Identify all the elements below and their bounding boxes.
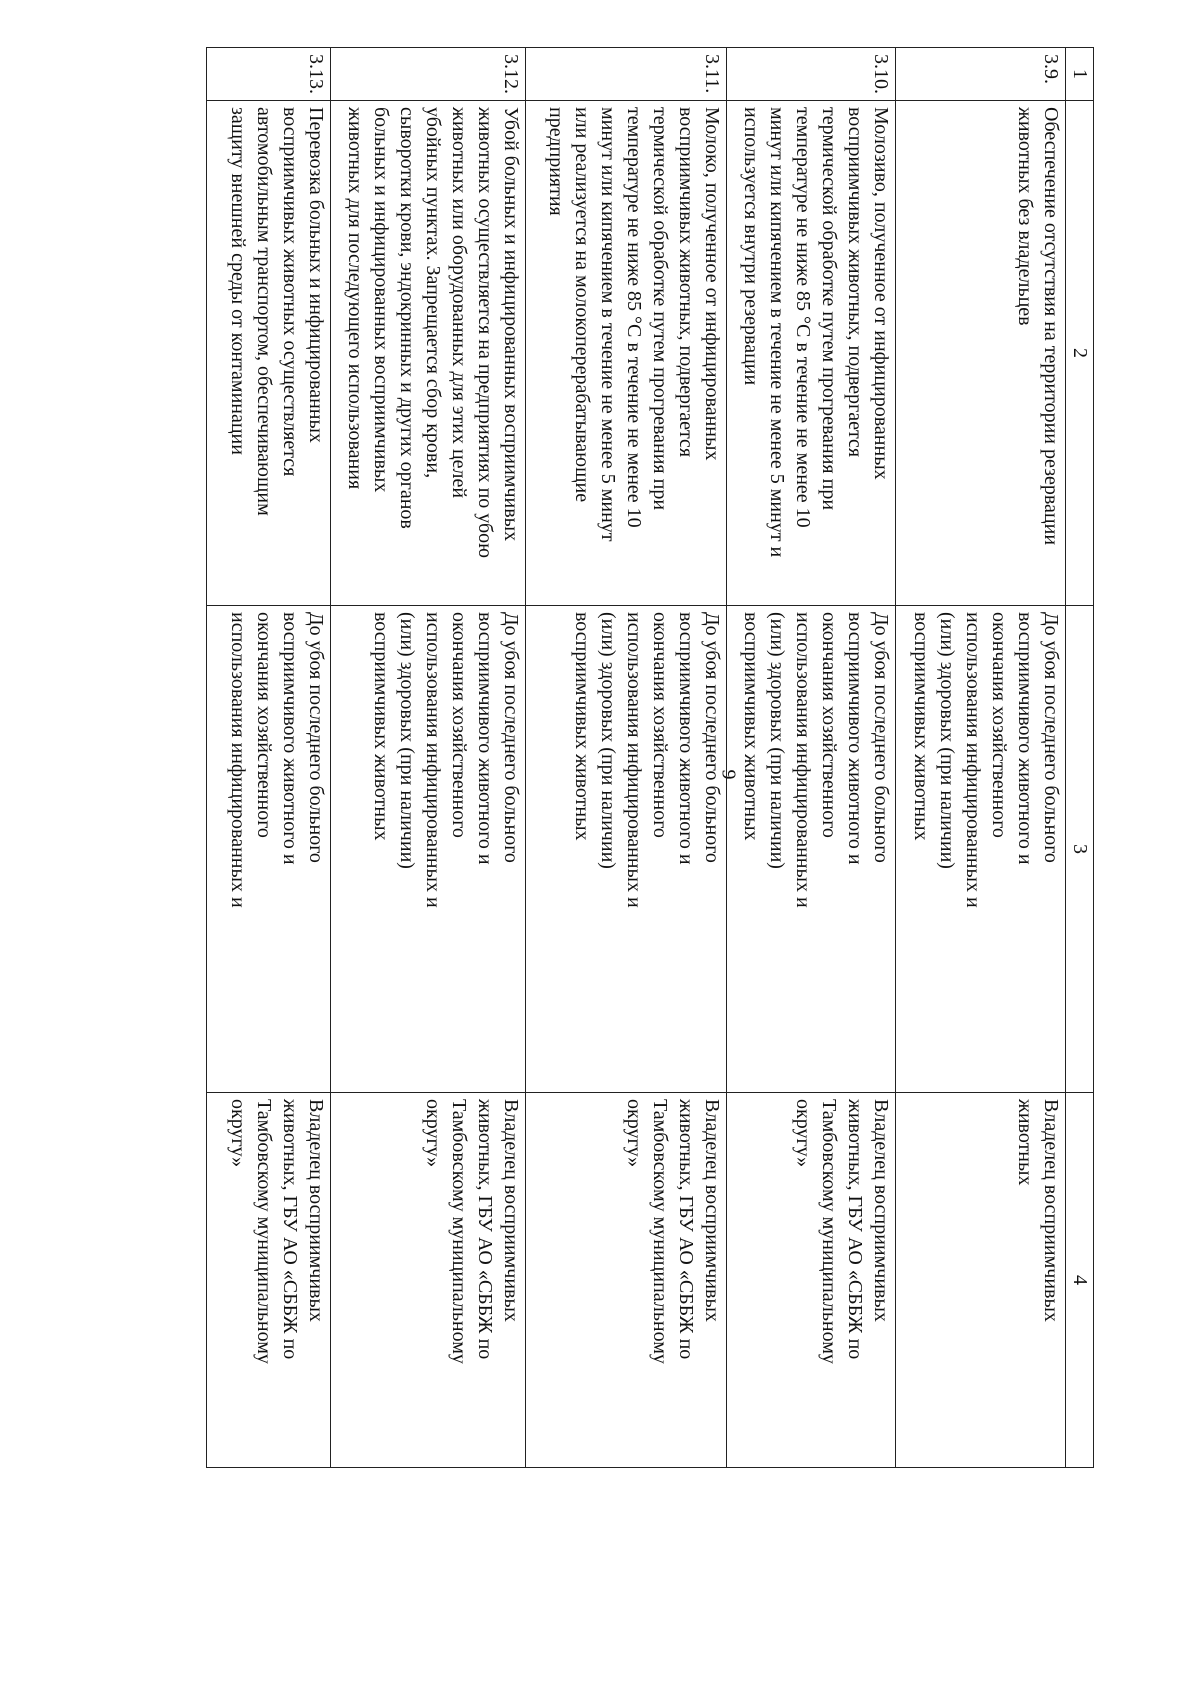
rotated-page-content [206, 47, 1094, 1467]
row-responsible: Владелец восприимчивых животных, ГБУ АО «СББЖ по Тамбовскому муниципальному округу» [526, 1093, 727, 1468]
table-row [726, 48, 896, 1468]
row-timing: До убоя последнего больного восприимчивого животного и окончания хозяйственного использования инфицированных и (или) здоровых (при наличии) восприимчивых животных [896, 606, 1066, 1093]
row-number: 3.10. [726, 48, 896, 101]
row-timing: До убоя последнего больного восприимчивого животного и окончания хозяйственного использования инфицированных и (или) здоровых (при наличии) восприимчивых животных [726, 606, 896, 1093]
table-row [896, 48, 1066, 1468]
row-number: 3.9. [896, 48, 1066, 101]
table-header-row [1066, 48, 1094, 1468]
header-cell: 3 [1066, 606, 1094, 1093]
row-timing: До убоя последнего больного восприимчивого животного и окончания хозяйственного использования инфицированных и [207, 606, 331, 1093]
row-responsible: Владелец восприимчивых животных [896, 1093, 1066, 1468]
row-measure: Молоко, полученное от инфицированных восприимчивых животных, подвергается термической обработке путем прогревания при температуре не ниже 85 °С в течение не менее 10 минут или кипячением в течение не менее 5 минут или реализуется на молокоперерабатывающие предприятия [526, 101, 727, 606]
row-number: 3.13. [207, 48, 331, 101]
row-number: 3.11. [526, 48, 727, 101]
header-cell: 2 [1066, 101, 1094, 606]
row-measure: Перевозка больных и инфицированных восприимчивых животных осуществляется автомобильным транспортом, обеспечивающим защиту внешней среды от контаминации [207, 101, 331, 606]
row-responsible: Владелец восприимчивых животных, ГБУ АО «СББЖ по Тамбовскому муниципальному округу» [207, 1093, 331, 1468]
row-number: 3.12. [330, 48, 526, 101]
table-row [330, 48, 526, 1468]
row-responsible: Владелец восприимчивых животных, ГБУ АО «СББЖ по Тамбовскому муниципальному округу» [330, 1093, 526, 1468]
table-row [526, 48, 727, 1468]
row-responsible: Владелец восприимчивых животных, ГБУ АО «СББЖ по Тамбовскому муниципальному округу» [726, 1093, 896, 1468]
table-row [207, 48, 331, 1468]
row-timing: До убоя последнего больного восприимчивого животного и окончания хозяйственного использования инфицированных и (или) здоровых (при наличии) восприимчивых животных [330, 606, 526, 1093]
header-cell: 1 [1066, 48, 1094, 101]
header-cell: 4 [1066, 1093, 1094, 1468]
row-measure: Убой больных и инфицированных восприимчивых животных осуществляется на предприятиях по убою животных или оборудованных для этих целей убойных пунктах. Запрещается сбор крови, сыворотки крови, эндокринных и других органов больных и инфицированных восприимчивых животных для последующего использования [330, 101, 526, 606]
row-timing: До убоя последнего больного восприимчивого животного и окончания хозяйственного использования инфицированных и (или) здоровых (при наличии) восприимчивых животных [526, 606, 727, 1093]
row-measure: Молозиво, полученное от инфицированных восприимчивых животных, подвергается термической обработке путем прогревания при температуре не ниже 85 °С в течение не менее 10 минут или кипячением в течение не менее 5 минут и используется внутри резервации [726, 101, 896, 606]
measures-table [206, 47, 1094, 1468]
page-number: 9 [717, 769, 740, 780]
row-measure: Обеспечение отсутствия на территории резервации животных без владельцев [896, 101, 1066, 606]
